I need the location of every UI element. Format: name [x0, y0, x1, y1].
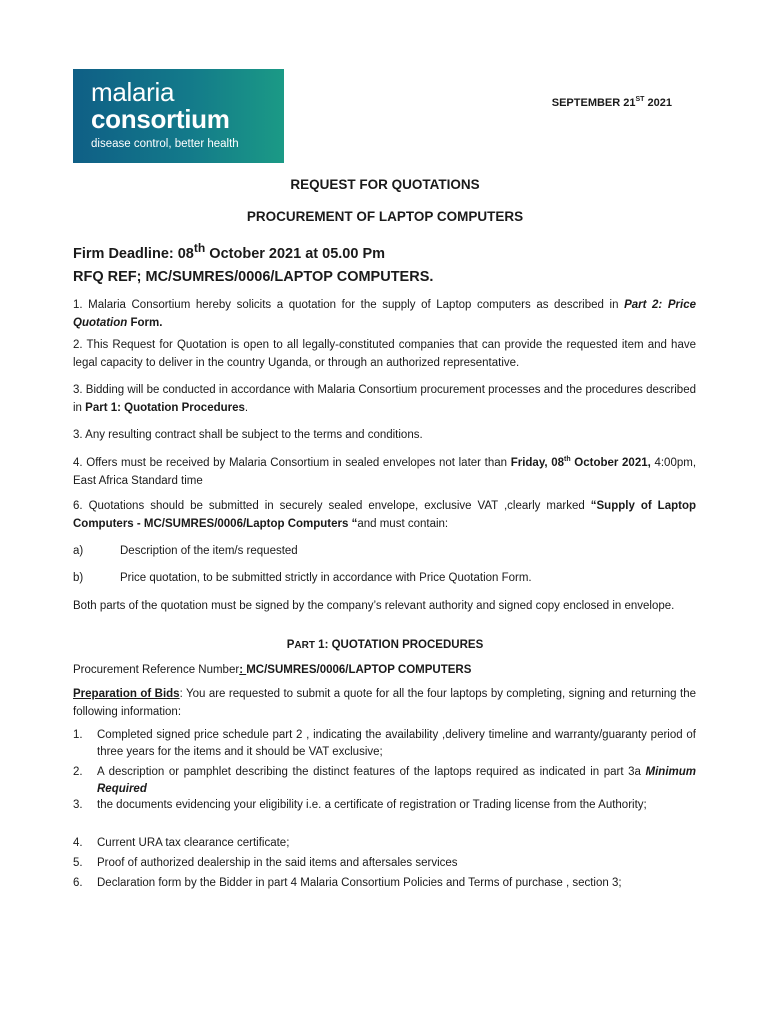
logo-line-2: consortium [91, 104, 230, 134]
firm-deadline: Firm Deadline: 08th October 2021 at 05.00 Pm [73, 241, 386, 262]
logo-line-1: malaria [91, 77, 175, 107]
list-item: 6. Declaration form by the Bidder in part 4 Malaria Consortium Policies and Terms of purchase , section 3; [73, 877, 622, 889]
part-1-heading: PART 1: QUOTATION PROCEDURES [286, 639, 484, 651]
paragraph-6: 6. Quotations should be submitted in securely sealed envelope, exclusive VAT ,clearly marked “Supply of Laptop Computers - MC/SUMRES/0006/Laptop Computers “and must contain: [73, 500, 697, 530]
list-item-b: b) Price quotation, to be submitted strictly in accordance with Price Quotation Form. [73, 572, 532, 584]
list-item: 3. the documents evidencing your eligibility i.e. a certificate of registration or Trading license from the Authority; [73, 799, 647, 811]
list-item-a: a) Description of the item/s requested [73, 545, 298, 557]
paragraph-5: 4. Offers must be received by Malaria Consortium in sealed envelopes not later than Friday, 08th October 2021, 4:00pm, East Africa Standard time [73, 456, 697, 487]
list-item: 1. Completed signed price schedule part 2 , indicating the availability ,delivery timeline and warranty/guaranty period of three years for the items and it should be VAT exclusive; [73, 729, 696, 758]
logo-tagline: disease control, better health [91, 138, 239, 150]
page-title: REQUEST FOR QUOTATIONS [290, 177, 480, 192]
paragraph-4: 3. Any resulting contract shall be subject to the terms and conditions. [73, 429, 423, 441]
list-item: 4. Current URA tax clearance certificate; [73, 837, 290, 849]
document-date: SEPTEMBER 21ST 2021 [551, 96, 672, 109]
preparation-of-bids: Preparation of Bids: You are requested to submit a quote for all the four laptops by completing, signing and returning the following information: [73, 688, 696, 718]
malaria-consortium-logo [73, 69, 284, 163]
procurement-reference: Procurement Reference Number: MC/SUMRES/0006/LAPTOP COMPUTERS [73, 664, 472, 676]
page-subtitle: PROCUREMENT OF LAPTOP COMPUTERS [246, 209, 524, 224]
paragraph-1: 1. Malaria Consortium hereby solicits a quotation for the supply of Laptop computers as described in Part 2: Price Quotation Form. [73, 299, 696, 329]
paragraph-7: Both parts of the quotation must be signed by the company’s relevant authority and signed copy enclosed in envelope. [73, 600, 675, 612]
paragraph-3: 3. Bidding will be conducted in accordance with Malaria Consortium procurement processes and the procedures described in Part 1: Quotation Procedures. [73, 384, 696, 414]
list-item: 5. Proof of authorized dealership in the said items and aftersales services [73, 857, 458, 869]
rfq-reference: RFQ REF; MC/SUMRES/0006/LAPTOP COMPUTERS. [73, 269, 434, 285]
paragraph-2: 2. This Request for Quotation is open to all legally-constituted companies that can provide the requested item and have legal capacity to deliver in the country Uganda, or through an authorized representative. [73, 339, 696, 369]
list-item: 2. A description or pamphlet describing the distinct features of the laptops required as indicated in part 3a Minimum Required [73, 766, 696, 795]
